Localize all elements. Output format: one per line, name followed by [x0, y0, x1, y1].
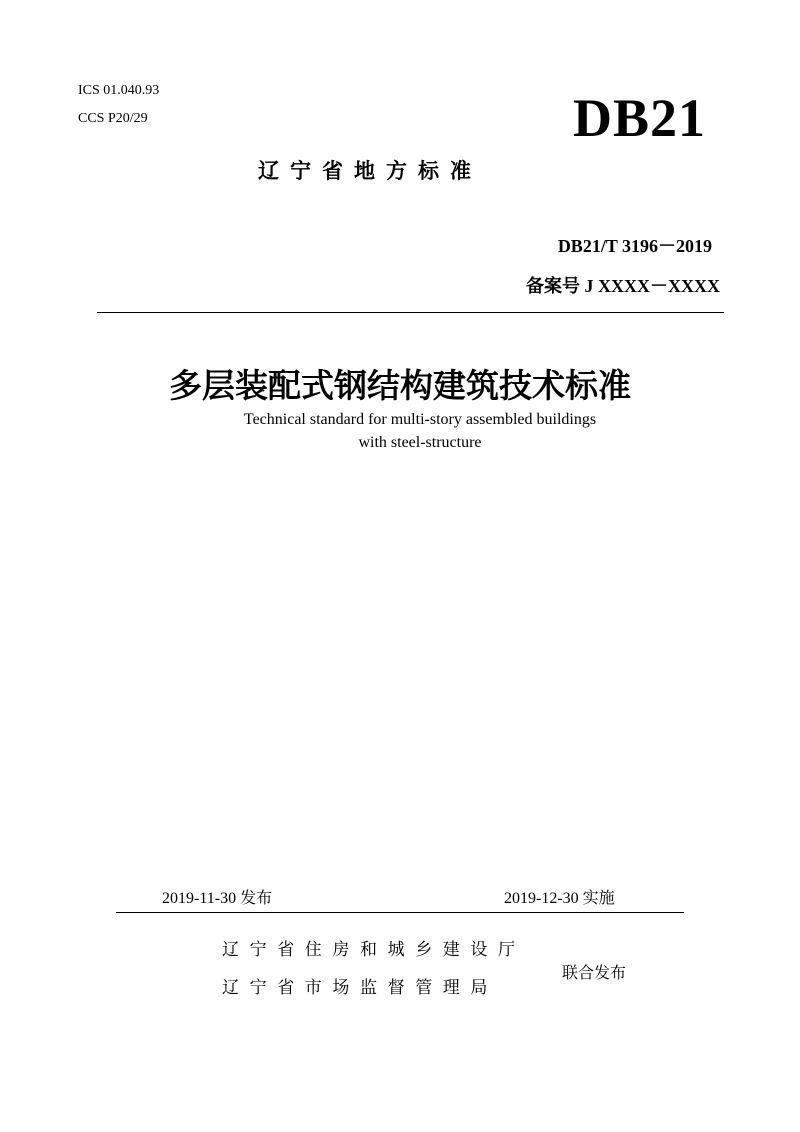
ics-code: ICS 01.040.93 [78, 83, 160, 98]
issuer-market-regulation-bureau: 辽宁省市场监督管理局 [222, 978, 498, 998]
implementation-date: 2019-12-30 实施 [504, 890, 615, 907]
issuer-housing-department: 辽宁省住房和城乡建设厅 [222, 940, 526, 960]
db-code-mark: DB21 [572, 88, 706, 148]
ccs-code: CCS P20/29 [78, 111, 148, 126]
standard-number: DB21/T 3196－2019 [557, 236, 712, 256]
issue-date: 2019-11-30 发布 [162, 890, 273, 907]
top-divider [97, 312, 724, 313]
title-english-line2: with steel-structure [358, 434, 482, 451]
local-standard-heading: 辽宁省地方标准 [258, 159, 482, 183]
joint-release-label: 联合发布 [562, 963, 627, 982]
record-number: 备案号 J XXXX－XXXX [526, 276, 720, 296]
title-english-line1: Technical standard for multi-story assembled buildings [243, 411, 597, 428]
title-chinese: 多层装配式钢结构建筑技术标准 [169, 366, 631, 405]
bottom-divider [116, 912, 684, 913]
